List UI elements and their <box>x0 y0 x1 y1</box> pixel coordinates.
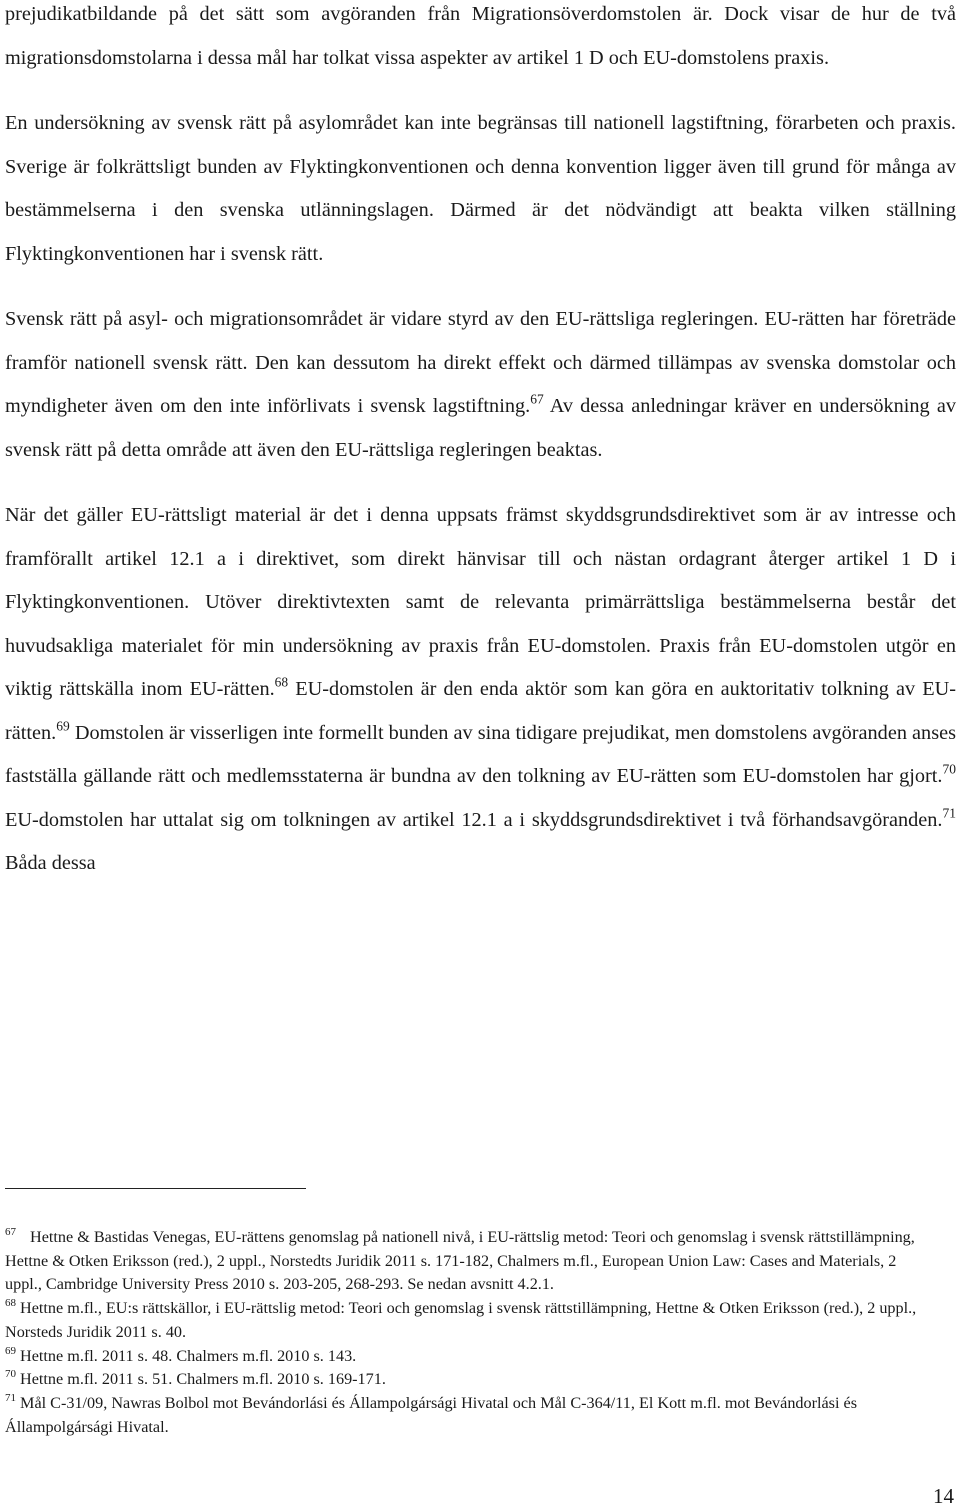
footnote-ref-71[interactable]: 71 <box>942 805 956 821</box>
footnote-70 <box>5 1368 933 1392</box>
footnote-68 <box>5 1297 933 1344</box>
footnote-71 <box>5 1392 933 1439</box>
footnote-text: Hettne & Bastidas Venegas, EU-rättens genomslag på nationell nivå, i EU-rättslig metod: Teori och genomslag i svensk rättstillämpning, Hettne & Otken Eriksson (red.), 2 uppl., Norstedts Juridik 2011 s. 171-182, Chalmers m.fl., European Union Law: Cases and Materials, 2 uppl., Cambridge University Press 2010 s. 203-205, 268-293. Se nedan avsnitt 4.2.1. <box>5 1228 915 1294</box>
footnote-text: Hettne m.fl., EU:s rättskällor, i EU-rättslig metod: Teori och genomslag i svensk rättstillämpning, Hettne & Otken Eriksson (red.), 2 uppl., Norsteds Juridik 2011 s. 40. <box>5 1299 917 1341</box>
footnote-text: Hettne m.fl. 2011 s. 51. Chalmers m.fl. 2010 s. 169-171. <box>20 1370 386 1389</box>
footnote-69 <box>5 1345 933 1369</box>
footnote-number: 68 <box>5 1296 16 1309</box>
footnote-67 <box>5 1226 933 1297</box>
footnote-text: Mål C-31/09, Nawras Bolbol mot Bevándorlási és Állampolgársági Hivatal och Mål C-364/11, El Kott m.fl. mot Bevándorlási és Állampolgársági Hivatal. <box>5 1393 858 1436</box>
footnotes <box>5 1226 933 1439</box>
footnote-ref-67[interactable]: 67 <box>530 391 544 407</box>
document-page <box>5 0 956 886</box>
footnote-ref-70[interactable]: 70 <box>942 761 956 777</box>
paragraph-4: När det gäller EU-rättsligt material är det i denna uppsats främst skyddsgrundsdirektivet som är av intresse och framförallt artikel 12.1 a i direktivet, som direkt hänvisar till och nästan ordagrant återger artikel 1 D i Flyktingkonventionen. Utöver direktivtexten samt de relevanta primärrättsliga bestämmelserna består det huvudsakliga materialet för min undersökning av praxis från EU-domstolen. Praxis från EU-domstolen utgör en viktig rättskälla inom EU-rätten.$^{68}$ EU-domstolen är den enda aktör som kan göra en auktoritativ tolkning av EU-rätten.$^{69}$ Domstolen är visserligen inte formellt bunden av sina tidigare prejudikat, men domstolens avgöranden anses fastställa gällande rätt och medlemsstaterna är bundna av den tolkning av EU-rätten som EU-domstolen har gjort.$^{70}$ EU-domstolen har uttalat sig om tolkningen av artikel 12.1 a i skyddsgrundsdirektivet i två förhandsavgöranden.$^{71}$ Båda dessa <box>5 504 956 874</box>
body-text <box>5 0 956 886</box>
page-number: 14 <box>933 1484 954 1508</box>
footnote-ref-69[interactable]: 69 <box>56 718 70 734</box>
paragraph-3: Svensk rätt på asyl- och migrationsområdet är vidare styrd av den EU-rättsliga regleringen. EU-rätten har företräde framför nationell svensk rätt. Den kan dessutom ha direkt effekt och därmed tillämpas av svenska domstolar och myndigheter även om den inte införlivats i svensk lagstiftning.$^{67}$ Av dessa anledningar kräver en undersökning av svensk rätt på detta område att även den EU-rättsliga regleringen beaktas. <box>5 308 956 461</box>
footnote-text: Hettne m.fl. 2011 s. 48. Chalmers m.fl. 2010 s. 143. <box>20 1346 357 1365</box>
footnote-number: 69 <box>5 1344 16 1357</box>
footnote-number: 71 <box>5 1391 16 1404</box>
footnote-ref-68[interactable]: 68 <box>274 674 289 690</box>
paragraph-1: prejudikatbildande på det sätt som avgöranden från Migrationsöverdomstolen är. Dock visar de hur de två migrationsdomstolarna i dessa mål har tolkat vissa aspekter av artikel 1 D och EU-domstolens praxis. <box>5 3 956 69</box>
footnote-separator <box>5 1188 306 1189</box>
footnote-number: 67 <box>5 1225 16 1238</box>
paragraph-2: En undersökning av svensk rätt på asylområdet kan inte begränsas till nationell lagstiftning, förarbeten och praxis. Sverige är folkrättsligt bunden av Flyktingkonventionen och denna konvention ligger även till grund för många av bestämmelserna i den svenska utlänningslagen. Därmed är det nödvändigt att beakta vilken ställning Flyktingkonventionen har i svensk rätt. <box>5 112 956 265</box>
footnote-number: 70 <box>5 1368 16 1381</box>
